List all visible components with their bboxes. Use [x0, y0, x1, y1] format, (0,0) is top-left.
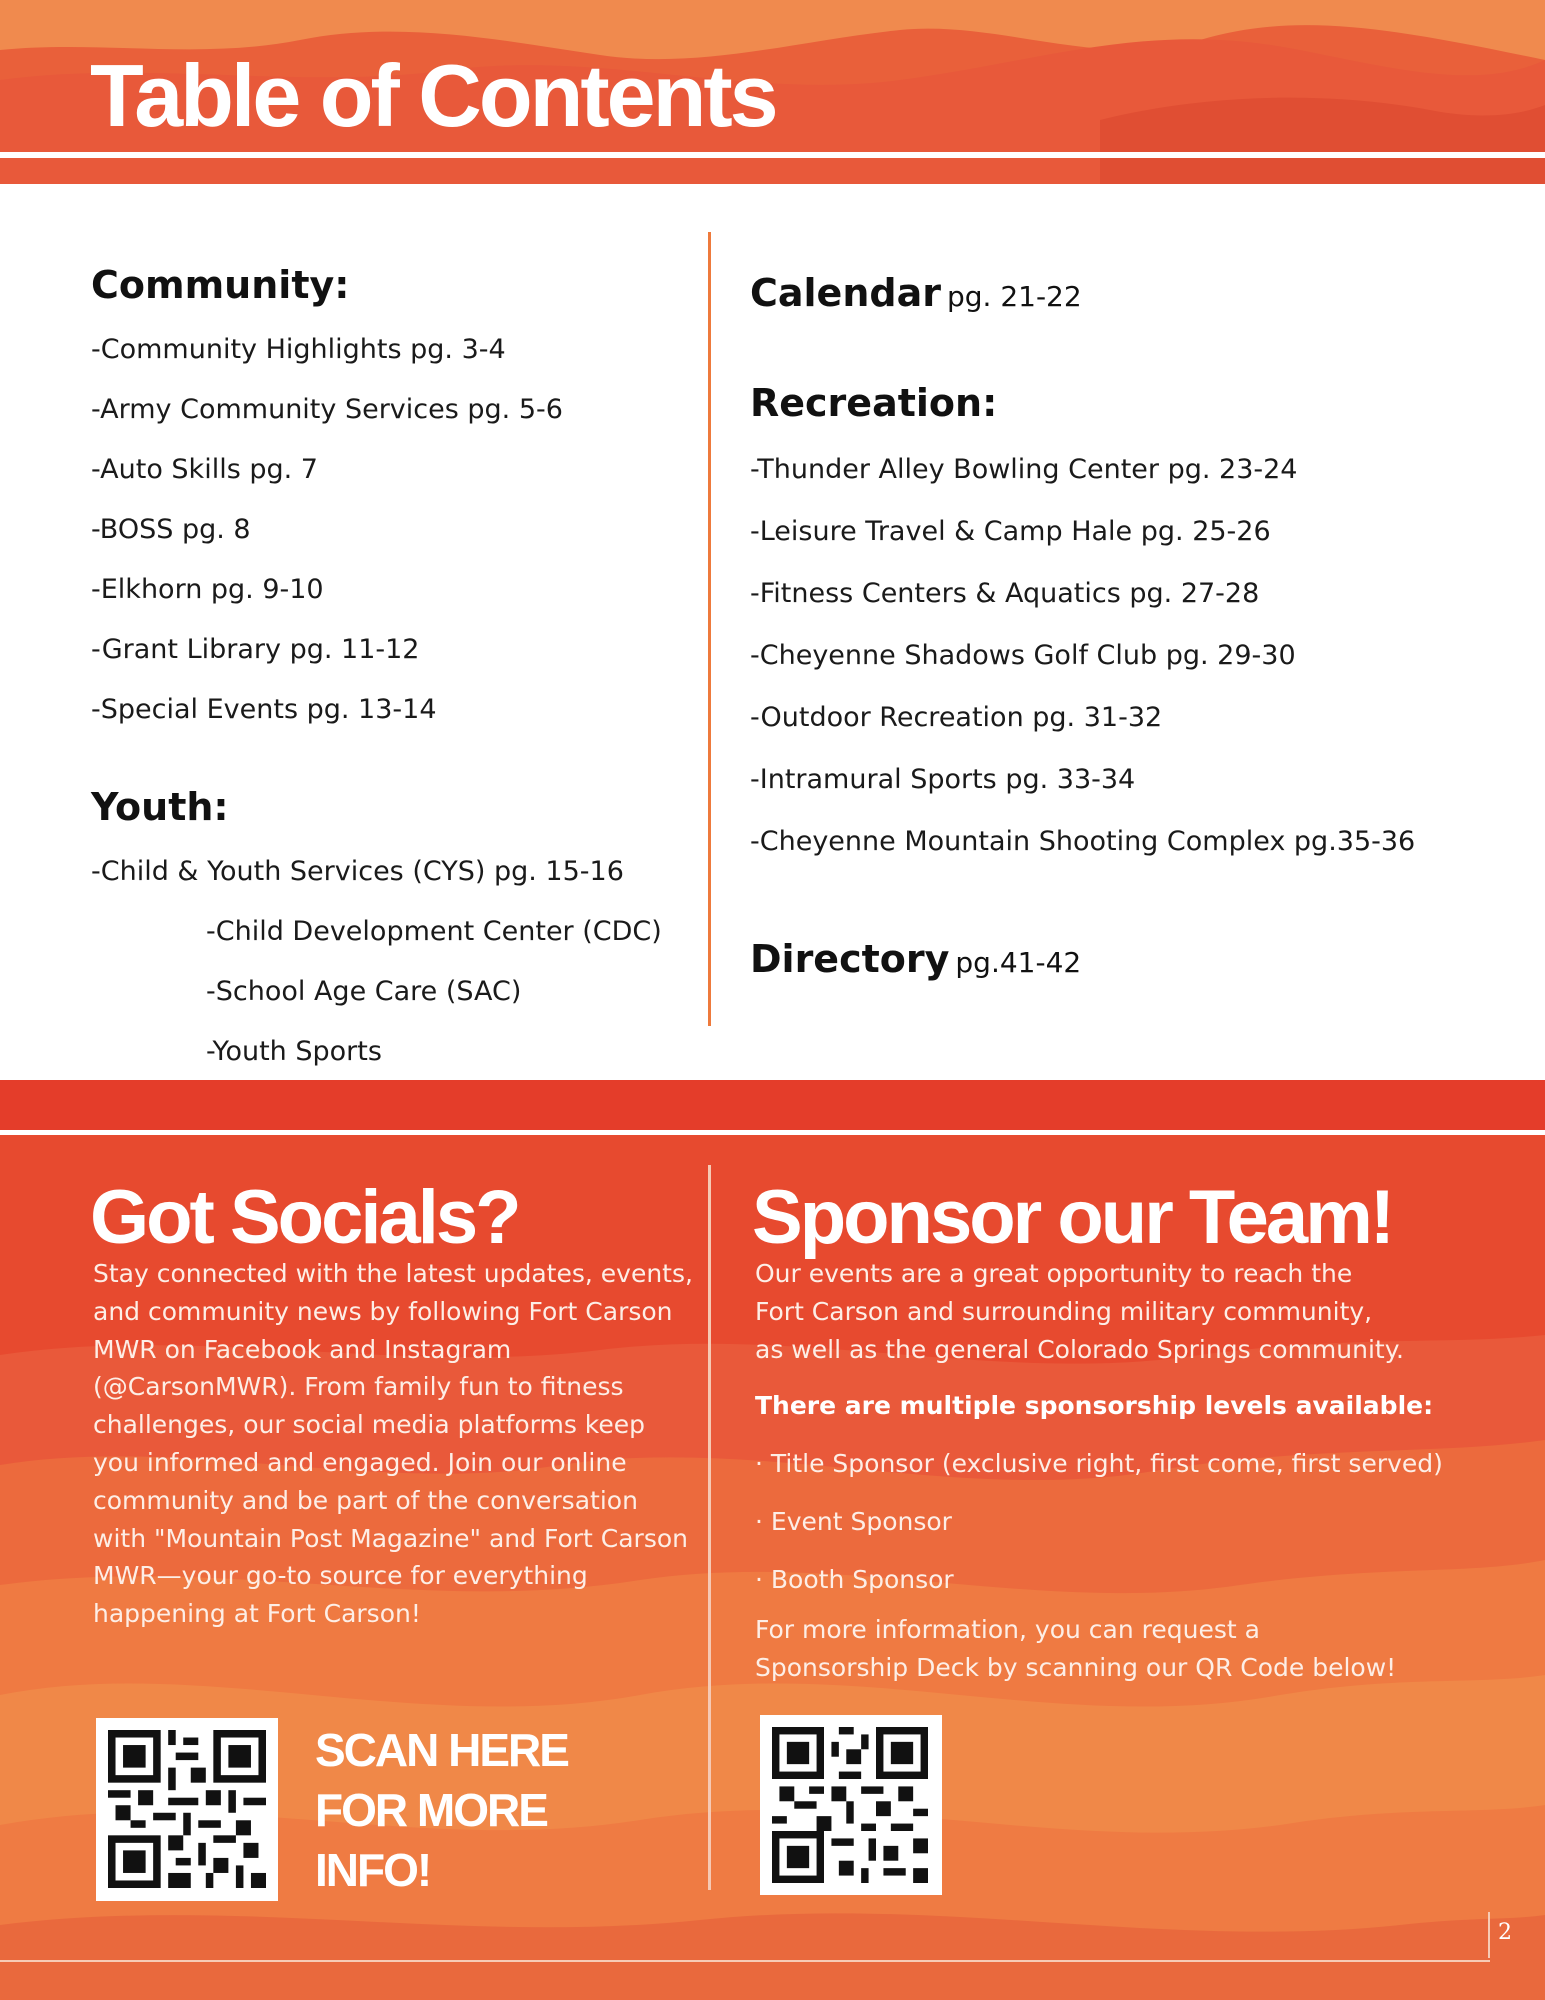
calendar-heading	[750, 271, 1082, 315]
qr-code-icon	[108, 1730, 266, 1888]
toc-item: -Leisure Travel & Camp Hale pg. 25-26	[750, 516, 1271, 547]
toc-item: -Special Events pg. 13-14	[91, 694, 437, 725]
directory-heading	[750, 937, 1082, 981]
footer-divider	[1488, 1912, 1490, 1958]
socials-heading: Got Socials?	[90, 1175, 519, 1260]
recreation-heading: Recreation:	[750, 381, 998, 425]
toc-item: -BOSS pg. 8	[91, 514, 251, 545]
directory-pages: pg.41-42	[955, 946, 1082, 979]
page-number: 2	[1498, 1920, 1512, 1945]
sponsor-heading: Sponsor our Team!	[752, 1175, 1393, 1260]
calendar-pages: pg. 21-22	[946, 280, 1082, 313]
socials-qr-code[interactable]	[96, 1718, 278, 1901]
sponsor-level-item: · Booth Sponsor	[755, 1565, 954, 1594]
column-divider	[708, 232, 711, 1026]
scan-here-label: SCAN HERE FOR MORE INFO!	[315, 1724, 568, 1896]
socials-body: Stay connected with the latest updates, events, and community news by following Fort Carson MWR on Facebook and Instagram (@CarsonMWR). From family fun to fitness challenges, our social media platforms keep you informed and engaged. Join our online community and be part of the conversation with "Mountain Post Magazine" and Fort Carson MWR—your go-to source for everything happening at Fort Carson!	[93, 1259, 693, 1629]
toc-item: -Thunder Alley Bowling Center pg. 23-24	[750, 454, 1298, 485]
page-title: Table of Contents	[90, 46, 776, 145]
sponsor-qr-code[interactable]	[760, 1715, 942, 1895]
table-of-contents	[0, 184, 1545, 1080]
qr-code-icon	[772, 1727, 928, 1883]
toc-item: -Cheyenne Shadows Golf Club pg. 29-30	[750, 640, 1296, 671]
toc-item: -Outdoor Recreation pg. 31-32	[750, 702, 1163, 733]
calendar-label: Calendar	[750, 271, 941, 315]
toc-item: -Community Highlights pg. 3-4	[91, 334, 506, 365]
toc-item: -Cheyenne Mountain Shooting Complex pg.35-36	[750, 826, 1416, 857]
youth-heading: Youth:	[91, 785, 229, 829]
toc-subitem: -Youth Sports	[206, 1036, 382, 1067]
sponsor-outro: For more information, you can request a Sponsorship Deck by scanning our QR Code below!	[755, 1615, 1397, 1682]
promo-section	[0, 1135, 1545, 2000]
toc-subitem: -School Age Care (SAC)	[206, 976, 522, 1007]
sponsor-intro: Our events are a great opportunity to reach the Fort Carson and surrounding military community, as well as the general Colorado Springs community.	[755, 1259, 1404, 1364]
promo-divider	[708, 1165, 711, 1890]
directory-label: Directory	[750, 937, 950, 981]
community-heading: Community:	[91, 263, 350, 307]
toc-item: -Elkhorn pg. 9-10	[91, 574, 324, 605]
header-stripe	[0, 152, 1545, 158]
toc-item: -Army Community Services pg. 5-6	[91, 394, 563, 425]
red-band	[0, 1080, 1545, 1130]
footer-rule	[0, 1960, 1490, 1962]
sponsor-level-item: · Title Sponsor (exclusive right, first come, first served)	[755, 1449, 1443, 1478]
toc-item: -Child & Youth Services (CYS) pg. 15-16	[91, 856, 624, 887]
toc-item: -Fitness Centers & Aquatics pg. 27-28	[750, 578, 1260, 609]
toc-item: -Intramural Sports pg. 33-34	[750, 764, 1136, 795]
toc-item: -Auto Skills pg. 7	[91, 454, 318, 485]
sponsor-levels-heading: There are multiple sponsorship levels available:	[755, 1391, 1434, 1420]
sponsor-level-item: · Event Sponsor	[755, 1507, 952, 1536]
toc-subitem: -Child Development Center (CDC)	[206, 916, 662, 947]
header-band	[0, 0, 1545, 184]
toc-item: -Grant Library pg. 11-12	[91, 634, 420, 665]
